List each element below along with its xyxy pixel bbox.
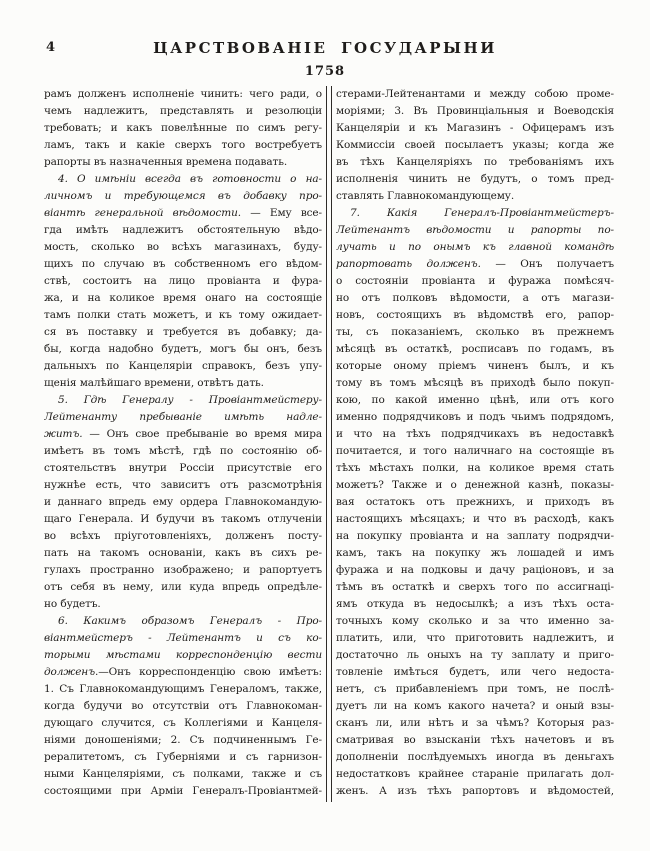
text-segment: гда имѣть надлежитъ обстоятельную вѣдо- bbox=[44, 224, 322, 236]
text-segment: нужнѣе есть, что зависитъ отъ разсмотрѣнія bbox=[44, 479, 322, 491]
text-line bbox=[44, 681, 322, 698]
text-line bbox=[44, 460, 322, 477]
text-segment: во всѣхъ пріуготовленіяхъ, долженъ посту- bbox=[44, 530, 322, 542]
text-segment: щенія малѣйшаго времени, отвѣтъ дать. bbox=[44, 377, 264, 389]
text-segment: отъ себя въ нему, или куда впредь опредѣле- bbox=[44, 581, 322, 593]
text-line bbox=[336, 137, 614, 154]
text-segment: достаточно ль оныхъ на ту заплату и приго- bbox=[336, 649, 614, 661]
text-segment: рапорты въ назначенныя времена подавать. bbox=[44, 156, 288, 168]
text-line bbox=[336, 749, 614, 766]
text-segment: ствѣ, состоитъ на лицо провіанта и фура- bbox=[44, 275, 322, 287]
text-segment: на покупку провіанта и на заплату подрядчи- bbox=[336, 530, 614, 542]
text-line bbox=[44, 86, 322, 103]
text-segment: жа, и на коликое время онаго на состоящіе bbox=[44, 292, 322, 304]
text-line bbox=[44, 375, 322, 392]
text-line bbox=[336, 698, 614, 715]
text-line bbox=[44, 358, 322, 375]
text-line bbox=[44, 409, 322, 426]
text-segment: кою, по какой именно цѣнѣ, или отъ кого bbox=[336, 394, 614, 406]
text-segment: именно подрядчиковъ и подъ чьимъ подрядомъ, bbox=[336, 411, 614, 423]
text-line bbox=[44, 222, 322, 239]
italic-text-segment: лучать и по онымъ къ главной командѣ bbox=[336, 241, 614, 253]
text-line bbox=[336, 307, 614, 324]
text-segment: и что на тѣхъ подрядчикахъ въ недоставкѣ bbox=[336, 428, 614, 440]
text-line bbox=[44, 562, 322, 579]
text-line bbox=[336, 290, 614, 307]
italic-text-segment: Лейтенанту пребываніе имѣть надле- bbox=[44, 411, 322, 423]
text-line bbox=[336, 613, 614, 630]
text-segment: стоятельствъ внутри Россіи присутствіе его bbox=[44, 462, 322, 474]
left-column bbox=[44, 86, 322, 802]
text-segment: дующаго случится, съ Коллегіями и Канцеля- bbox=[44, 717, 322, 729]
text-segment: ся въ поставку и требуется въ добавку; да- bbox=[44, 326, 322, 338]
text-segment: тамъ полки стать можетъ, и къ тому ожидает- bbox=[44, 309, 322, 321]
text-line bbox=[336, 103, 614, 120]
text-line bbox=[44, 494, 322, 511]
text-segment: настоящихъ мѣсяцахъ; и что въ расходѣ, какъ bbox=[336, 513, 614, 525]
text-segment: когда будучи во отсутствіи отъ Главнокоман- bbox=[44, 700, 322, 712]
text-line bbox=[336, 120, 614, 137]
text-line bbox=[336, 358, 614, 375]
text-line bbox=[336, 188, 614, 205]
text-line bbox=[336, 86, 614, 103]
text-line bbox=[44, 698, 322, 715]
text-segment: новъ, состоящихъ въ вѣдомствѣ его, рапор- bbox=[336, 309, 614, 321]
text-segment: —Онъ корреспонденцію свою имѣетъ: bbox=[98, 666, 322, 678]
text-segment: вая остатокъ отъ прежнихъ, и приходъ въ bbox=[336, 496, 614, 508]
text-line bbox=[336, 409, 614, 426]
text-line bbox=[336, 732, 614, 749]
text-line bbox=[44, 647, 322, 664]
text-segment: рералитетомъ, съ Губерніями и съ гарнизон- bbox=[44, 751, 322, 763]
text-line bbox=[336, 630, 614, 647]
text-line bbox=[44, 613, 322, 630]
text-line bbox=[336, 341, 614, 358]
text-line bbox=[336, 664, 614, 681]
text-segment: ніями доношеніями; 2. Съ подчиненнымъ Ге- bbox=[44, 734, 322, 746]
text-segment: фуража и на подковы и дачу раціоновъ, и за bbox=[336, 564, 614, 576]
text-line bbox=[44, 630, 322, 647]
text-line bbox=[336, 154, 614, 171]
text-segment: требовать; и какъ повелѣнные по симъ регу- bbox=[44, 122, 322, 134]
text-segment: ты, съ показаніемъ, сколько въ прежнемъ bbox=[336, 326, 614, 338]
text-line bbox=[336, 426, 614, 443]
text-segment: имѣетъ въ томъ мѣстѣ, гдѣ по состоянію об- bbox=[44, 445, 322, 457]
text-line bbox=[336, 273, 614, 290]
text-segment: точныхъ кому сколько и за что именно за- bbox=[336, 615, 614, 627]
italic-text-segment: долженъ. bbox=[44, 666, 99, 678]
text-segment: можетъ? Также и о денежной казнѣ, показы- bbox=[336, 479, 614, 491]
text-segment: — Ему все- bbox=[250, 207, 322, 219]
text-segment: ямъ откуда въ недосылкѣ; а изъ тѣхъ оста- bbox=[336, 598, 614, 610]
text-line bbox=[44, 749, 322, 766]
text-segment: почитается, и того наличнаго на состоящіе въ bbox=[336, 445, 614, 457]
text-line bbox=[44, 307, 322, 324]
text-line bbox=[44, 426, 322, 443]
text-block bbox=[44, 86, 614, 802]
text-line bbox=[44, 273, 322, 290]
text-segment: дуетъ ли на комъ какого начета? и оный взы- bbox=[336, 700, 614, 712]
text-line bbox=[336, 545, 614, 562]
italic-text-segment: 4. О имѣніи всегда въ готовности о на- bbox=[58, 173, 322, 185]
italic-text-segment: Лейтенантъ вѣдомости и рапорты по- bbox=[336, 224, 614, 236]
text-segment: дальныхъ по Канцеляріи справокъ, безъ упу- bbox=[44, 360, 322, 372]
text-line bbox=[44, 188, 322, 205]
text-line bbox=[44, 154, 322, 171]
text-segment: недостатковъ крайнее стараніе прилагать дол- bbox=[336, 768, 614, 780]
text-line bbox=[44, 528, 322, 545]
text-line bbox=[44, 239, 322, 256]
text-segment: мѣсяцѣ въ остаткѣ, росписавъ по годамъ, въ bbox=[336, 343, 614, 355]
text-line bbox=[336, 528, 614, 545]
text-line bbox=[44, 732, 322, 749]
italic-text-segment: віантѣ генеральной вѣдомости. bbox=[44, 207, 251, 219]
text-segment: исполненія чинить не будутъ, о томъ пред- bbox=[336, 173, 614, 185]
text-segment: женъ. А изъ тѣхъ рапортовъ и вѣдомостей, bbox=[336, 785, 614, 797]
text-segment: ставлять Главнокомандующему. bbox=[336, 190, 515, 202]
text-segment: щаго Генерала. И будучи въ такомъ отлученіи bbox=[44, 513, 322, 525]
text-line bbox=[336, 222, 614, 239]
text-segment: но будетъ. bbox=[44, 598, 101, 610]
text-segment: платить, или, что приготовить надлежитъ, и bbox=[336, 632, 614, 644]
text-line bbox=[44, 256, 322, 273]
text-line bbox=[336, 205, 614, 222]
italic-text-segment: личномъ и требующемся въ добавку про- bbox=[44, 190, 322, 202]
text-line bbox=[336, 392, 614, 409]
text-segment: дополненіи послѣдуемыхъ иногда въ деньгахъ bbox=[336, 751, 614, 763]
text-line bbox=[336, 443, 614, 460]
text-segment: моріями; 3. Въ Провинціальныя и Воеводскія bbox=[336, 105, 614, 117]
text-line bbox=[44, 443, 322, 460]
text-segment: ными Канцеляріями, съ полками, также и съ bbox=[44, 768, 322, 780]
italic-text-segment: житъ. bbox=[44, 428, 90, 440]
text-segment: — Онъ получаетъ bbox=[495, 258, 614, 270]
text-line bbox=[44, 477, 322, 494]
text-line bbox=[336, 562, 614, 579]
text-line bbox=[44, 766, 322, 783]
text-segment: тѣмъ въ остаткѣ и сверхъ того по ассигнаці- bbox=[336, 581, 614, 593]
text-line bbox=[336, 256, 614, 273]
text-segment: и даннаго впредь ему ордера Главнокомандую- bbox=[44, 496, 322, 508]
text-line bbox=[44, 511, 322, 528]
text-segment: тѣхъ мѣстахъ полки, на коликое время стать bbox=[336, 462, 614, 474]
text-segment: мость, сколько во всѣхъ магазинахъ, буду- bbox=[44, 241, 322, 253]
text-line bbox=[44, 171, 322, 188]
text-segment: сматривая во взысканіи тѣхъ начетовъ и въ bbox=[336, 734, 614, 746]
text-line bbox=[44, 596, 322, 613]
text-line bbox=[336, 171, 614, 188]
italic-text-segment: рапортовать долженъ. bbox=[336, 258, 496, 270]
column-gutter bbox=[322, 86, 336, 802]
text-segment: товленіе имѣться будетъ, или чего недоста- bbox=[336, 666, 614, 678]
text-segment: гулахъ пространно изображено; и рапортуетъ bbox=[44, 564, 322, 576]
italic-text-segment: торыми мѣстами корреспонденцію вести bbox=[44, 649, 322, 661]
column-divider-rule bbox=[326, 86, 332, 802]
text-line bbox=[44, 205, 322, 222]
text-segment: о состояніи провіанта и фуража помѣсяч- bbox=[336, 275, 614, 287]
text-line bbox=[336, 477, 614, 494]
right-column bbox=[336, 86, 614, 802]
text-line bbox=[44, 290, 322, 307]
text-segment: стерами-Лейтенантами и между собою проме- bbox=[336, 88, 614, 100]
text-line bbox=[336, 460, 614, 477]
italic-text-segment: 5. Гдѣ Генералу - Провіантмейстеру- bbox=[58, 394, 322, 406]
text-segment: состоящими при Арміи Генералъ-Провіантмей- bbox=[44, 785, 322, 797]
text-segment: рамъ долженъ исполненіе чинить: чего ради, о bbox=[44, 88, 322, 100]
text-segment: чемъ надлежитъ, представлять и резолюціи bbox=[44, 105, 322, 117]
text-line bbox=[336, 647, 614, 664]
page-header: ЦАРСТВОВАНІЕ ГОСУДАРЫНИ bbox=[153, 39, 497, 57]
text-line bbox=[44, 715, 322, 732]
italic-text-segment: віантмейстеръ - Лейтенантъ и съ ко- bbox=[44, 632, 322, 644]
text-segment: — Онъ свое пребываніе во время мира bbox=[89, 428, 322, 440]
text-line bbox=[336, 494, 614, 511]
text-line bbox=[44, 392, 322, 409]
text-line bbox=[336, 511, 614, 528]
text-segment: щихъ по случаю въ собственномъ его вѣдом- bbox=[44, 258, 322, 270]
text-segment: нетъ, съ прибавленіемъ при томъ, не послѣ- bbox=[336, 683, 614, 695]
text-segment: камъ, такъ на покупку жъ лошадей и имъ bbox=[336, 547, 614, 559]
text-line bbox=[44, 103, 322, 120]
text-line bbox=[336, 239, 614, 256]
text-segment: бы, когда надобно будетъ, могъ бы онъ, безъ bbox=[44, 343, 322, 355]
text-line bbox=[44, 324, 322, 341]
text-line bbox=[336, 596, 614, 613]
text-line bbox=[44, 137, 322, 154]
text-line bbox=[336, 375, 614, 392]
text-segment: Канцеляріи и къ Магазинъ - Офицерамъ изъ bbox=[336, 122, 614, 134]
text-line bbox=[336, 681, 614, 698]
text-segment: сканъ ли, или нѣтъ и за чѣмъ? Которыя раз- bbox=[336, 717, 614, 729]
text-segment: Коммиссіи своей посылаетъ указы; когда же bbox=[336, 139, 614, 151]
text-line bbox=[336, 783, 614, 800]
page-number: 4 bbox=[46, 40, 56, 55]
text-line bbox=[44, 120, 322, 137]
text-line bbox=[44, 545, 322, 562]
year-heading: 1758 bbox=[304, 64, 346, 79]
text-segment: которые оному пріемъ чиненъ былъ, и къ bbox=[336, 360, 614, 372]
text-line bbox=[44, 341, 322, 358]
text-line bbox=[44, 579, 322, 596]
text-line bbox=[44, 664, 322, 681]
text-line bbox=[336, 579, 614, 596]
italic-text-segment: 6. Какимъ образомъ Генералъ - Про- bbox=[58, 615, 322, 627]
text-line bbox=[44, 783, 322, 800]
text-segment: ламъ, такъ и какіе сверхъ того востребуетъ bbox=[44, 139, 322, 151]
text-line bbox=[336, 766, 614, 783]
italic-text-segment: 7. Какія Генералъ-Провіантмейстеръ- bbox=[350, 207, 614, 219]
text-segment: но отъ полковъ вѣдомости, а отъ магази- bbox=[336, 292, 614, 304]
text-segment: пать на такомъ основаніи, какъ въ сихъ ре- bbox=[44, 547, 322, 559]
text-segment: тому въ томъ мѣсяцѣ въ приходѣ было покуп- bbox=[336, 377, 614, 389]
text-segment: 1. Съ Главнокомандующимъ Генераломъ, также, bbox=[44, 683, 322, 695]
text-line bbox=[336, 324, 614, 341]
text-line bbox=[336, 715, 614, 732]
text-segment: въ тѣхъ Канцеляріяхъ по требованіямъ ихъ bbox=[336, 156, 614, 168]
